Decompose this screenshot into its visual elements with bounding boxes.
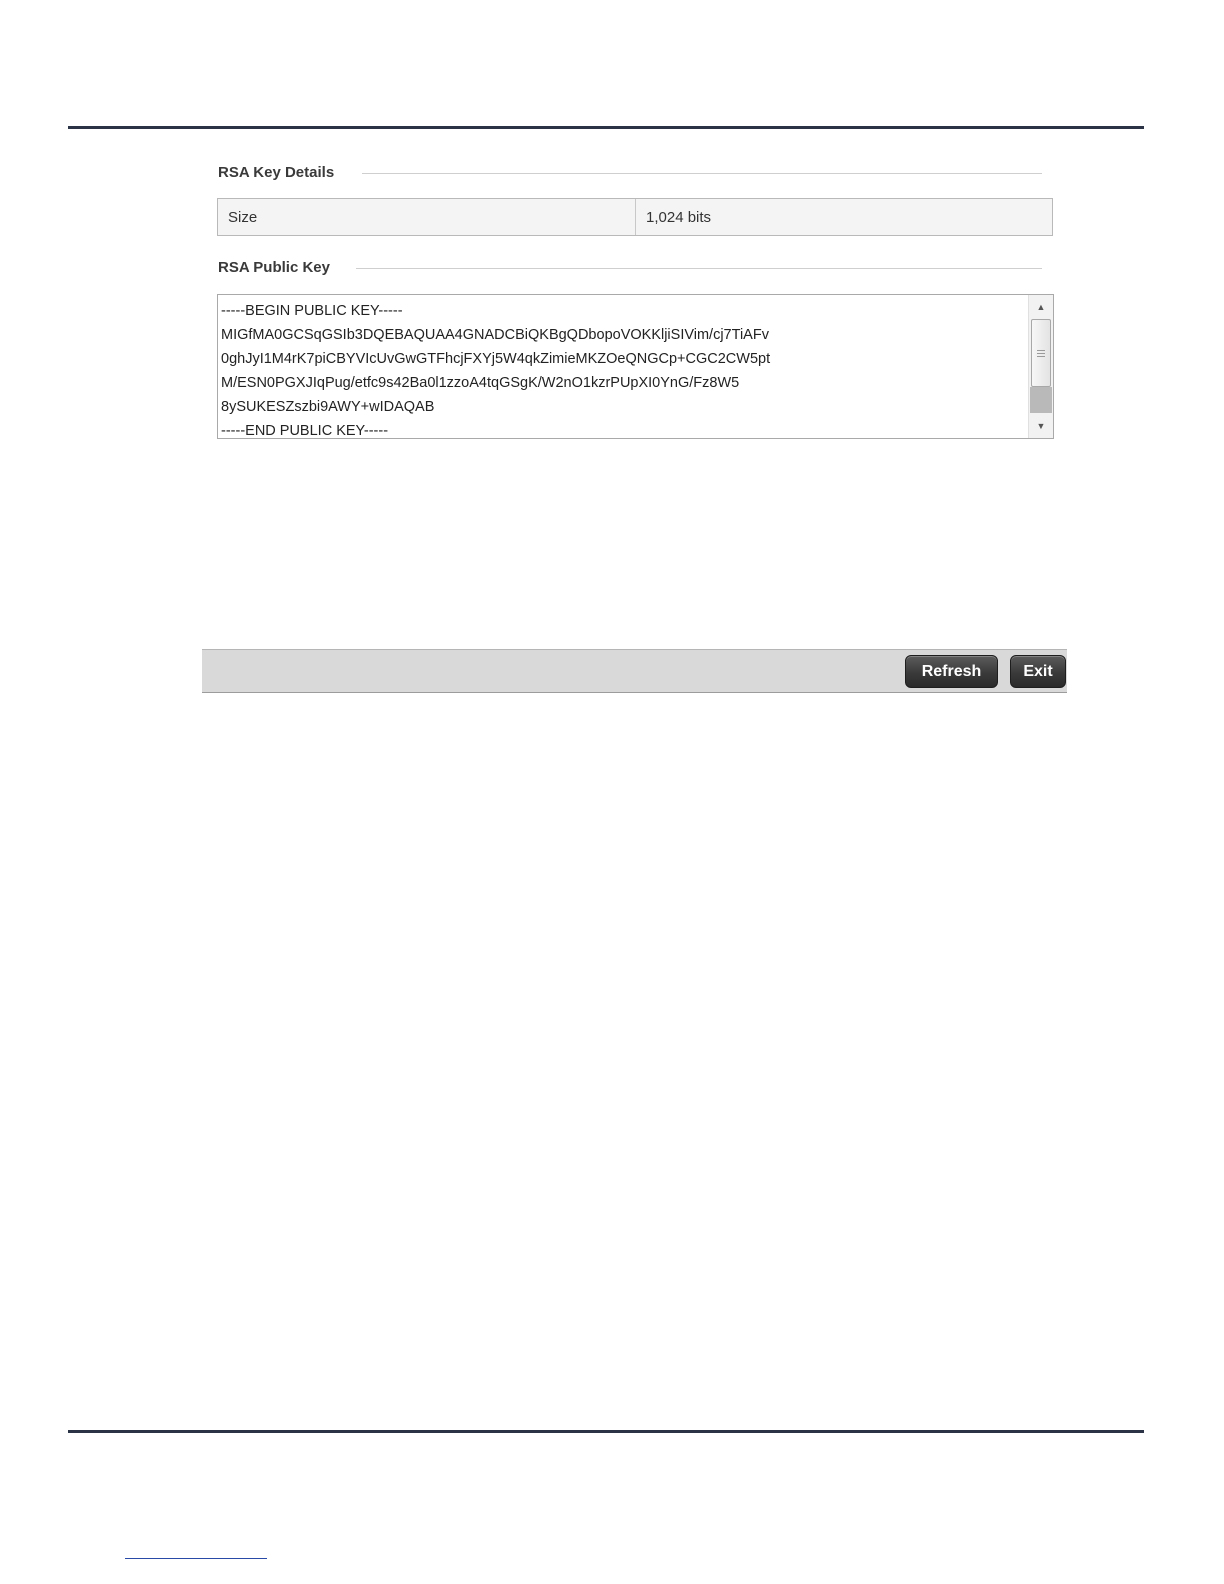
scroll-track[interactable] [1030,387,1052,413]
key-line: -----BEGIN PUBLIC KEY----- [221,303,403,319]
arrow-down-icon[interactable]: ▼ [1036,421,1046,431]
key-line: 8ySUKESZszbi9AWY+wIDAQAB [221,399,435,415]
action-bar [202,649,1067,693]
size-label: Size [218,199,636,235]
rsa-key-details-title: RSA Key Details [218,164,335,181]
refresh-button[interactable]: Refresh [905,655,998,688]
public-key-textarea[interactable] [217,294,1054,439]
grip-icon [1037,350,1045,357]
size-value: 1,024 bits [646,208,712,226]
page-bottom-rule [68,1430,1144,1433]
rsa-key-details-table [217,198,1053,236]
vertical-scrollbar[interactable] [1028,295,1053,438]
rsa-public-key-divider [356,268,1042,269]
public-key-text [221,299,1025,439]
key-line: 0ghJyI1M4rK7piCBYVIcUvGwGTFhcjFXYj5W4qkZimieMKZOeQNGCp+CGC2CW5pt [221,351,771,367]
key-line: M/ESN0PGXJIqPug/etfc9s42Ba0l1zzoA4tqGSgK/W2nO1kzrPUpXI0YnG/Fz8W5 [221,375,740,391]
key-line: MIGfMA0GCSqGSIb3DQEBAQUAA4GNADCBiQKBgQDbopoVOKKljiSIVim/cj7TiAFv [221,327,769,343]
arrow-up-icon[interactable]: ▲ [1036,302,1046,312]
rsa-key-details-divider [362,173,1042,174]
rsa-public-key-title: RSA Public Key [218,259,330,276]
page-top-rule [68,126,1144,129]
footer-link-underline[interactable] [125,1558,267,1559]
scroll-thumb[interactable] [1031,319,1051,387]
exit-button[interactable]: Exit [1010,655,1066,688]
key-line: -----END PUBLIC KEY----- [221,423,389,439]
